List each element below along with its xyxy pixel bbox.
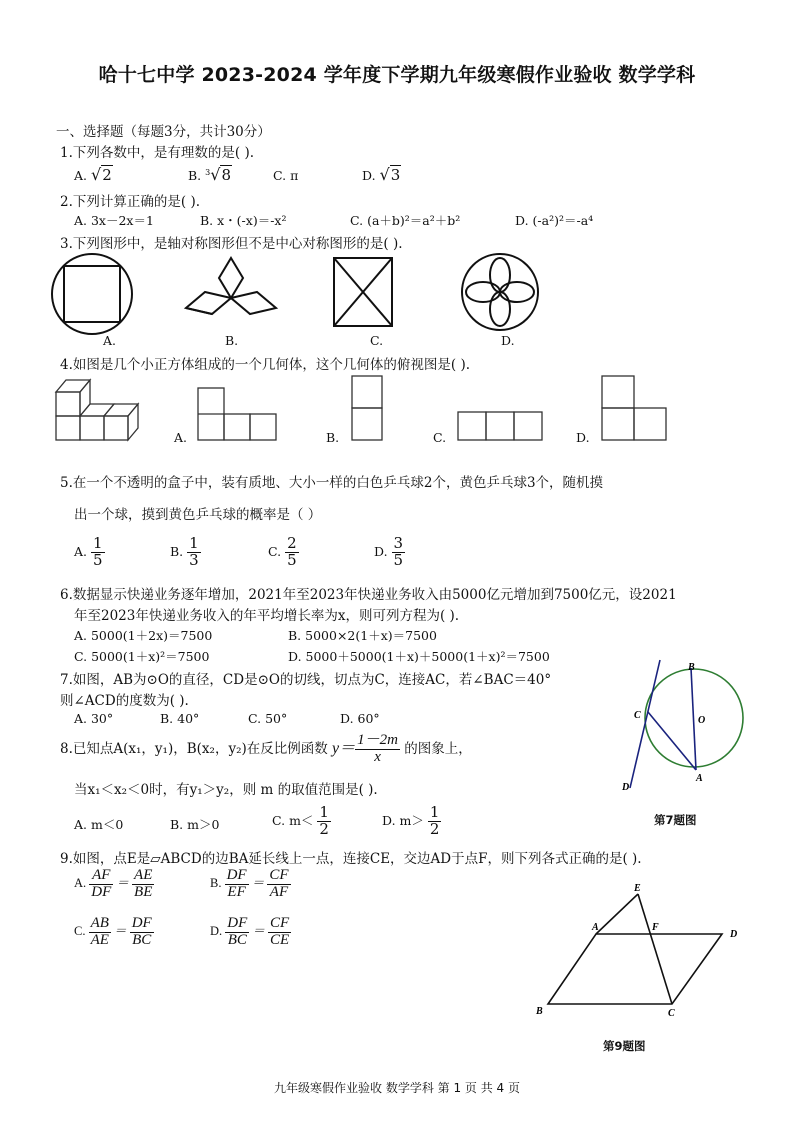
q1-option-a[interactable]: A. √2	[74, 165, 112, 184]
q9-parallelogram-abcd	[548, 934, 722, 1004]
q3-figure-b[interactable]	[186, 258, 276, 314]
fraction: $\frac{1}{2}$	[429, 803, 440, 838]
q2-option-c[interactable]: C. (a＋b)²＝a²＋b²	[350, 213, 461, 228]
q3-stem: 3.下列图形中，是轴对称图形但不是中心对称图形的是( ).	[60, 236, 403, 252]
q1-stem: 1.下列各数中，是有理数的是( ).	[60, 145, 254, 161]
q8-function-fraction: $\frac{1-2m}{x}$	[357, 732, 398, 765]
q9-option-c[interactable]: C. $\frac{AB}{AE}$ ＝ $\frac{DF}{BC}$	[74, 915, 152, 948]
page-title: 哈十七中学 2023-2024 学年度下学期九年级寒假作业验收 数学学科	[98, 64, 696, 86]
fraction: $\frac{DF}{BC}$	[131, 915, 152, 948]
q6-option-c[interactable]: C. 5000(1＋x)²＝7500	[74, 649, 210, 664]
q5-option-c[interactable]: C. $\frac{2}{5}$	[268, 534, 297, 569]
q9-stem: 9.如图，点E是▱ABCD的边BA延长线上一点，连接CE，交边AD于点F，则下列各式正确的是( ).	[60, 851, 642, 867]
q3-figures	[50, 252, 690, 336]
fraction: $\frac{1}{5}$	[93, 534, 103, 569]
q8-option-c[interactable]: C. m＜ $\frac{1}{2}$	[272, 803, 329, 838]
q8-option-a[interactable]: A. m＜0	[74, 817, 124, 832]
sqrt-symbol-icon: √	[91, 165, 102, 184]
sqrt-symbol-icon: √	[210, 165, 221, 184]
q2-option-a[interactable]: A. 3x－2x＝1	[74, 213, 154, 228]
q5-option-b[interactable]: B. $\frac{1}{3}$	[170, 534, 199, 569]
q7-point-b: B	[688, 662, 695, 673]
q1-option-b[interactable]: B. $^3$√8	[188, 165, 231, 184]
q7-line2: 则∠ACD的度数为( ).	[60, 693, 189, 709]
q4-option-b-figure[interactable]	[352, 376, 382, 440]
q3-label-c[interactable]: C.	[370, 333, 384, 348]
fraction: $\frac{AE}{BE}$	[134, 867, 153, 900]
page-footer: 九年级寒假作业验收 数学学科 第 1 页 共 4 页	[274, 1081, 520, 1095]
q7-figure	[616, 652, 756, 798]
fraction: $\frac{AB}{AE}$	[90, 915, 109, 948]
q9-figure	[532, 878, 752, 1028]
fraction: $\frac{DF}{EF}$	[226, 867, 247, 900]
q4-option-c-figure[interactable]	[458, 412, 542, 440]
q3-label-d[interactable]: D.	[501, 333, 515, 348]
q3-figure-c[interactable]	[334, 258, 392, 326]
q4-stem: 4.如图是几个小正方体组成的一个几何体，这个几何体的俯视图是( ).	[60, 357, 470, 373]
q2-option-d[interactable]: D. (-a²)²＝-a⁴	[515, 213, 594, 228]
q1-option-d[interactable]: D. √3	[362, 165, 401, 184]
q7-option-b[interactable]: B. 40°	[160, 711, 200, 726]
q5-option-a[interactable]: A. $\frac{1}{5}$	[74, 534, 103, 569]
q7-line1: 7.如图，AB为⊙O的直径，CD是⊙O的切线，切点为C，连接AC，若∠BAC＝40°	[60, 672, 552, 688]
q4-option-a-figure[interactable]	[198, 388, 276, 440]
q3-label-b[interactable]: B.	[225, 333, 239, 348]
q4-label-b[interactable]: B.	[326, 430, 340, 445]
q8-option-b[interactable]: B. m＞0	[170, 817, 220, 832]
q7-point-d: D	[622, 782, 630, 793]
q7-figure-caption: 第7题图	[654, 813, 697, 827]
fraction: $\frac{CF}{CE}$	[270, 915, 290, 948]
q7-tangent-cd	[630, 660, 660, 788]
q3-figure-a[interactable]	[52, 254, 132, 334]
q9-figure-caption: 第9题图	[603, 1039, 646, 1053]
q6-line1: 6.数据显示快递业务逐年增加，2021年至2023年快递业务收入由5000亿元增加到7500亿元，设2021	[60, 587, 677, 603]
fraction: $\frac{AF}{DF}$	[91, 867, 112, 900]
q7-point-o: O	[698, 715, 706, 726]
q2-option-b[interactable]: B. x・(-x)＝-x²	[200, 213, 287, 228]
q7-point-a: A	[696, 773, 703, 784]
q3-figure-d[interactable]	[462, 254, 538, 330]
sqrt-symbol-icon: √	[379, 165, 390, 184]
q9-segment-ec	[638, 894, 672, 1004]
q6-option-b[interactable]: B. 5000×2(1＋x)＝7500	[288, 628, 437, 643]
q4-option-d-figure[interactable]	[602, 376, 666, 440]
q8-option-d[interactable]: D. m＞ $\frac{1}{2}$	[382, 803, 440, 838]
q4-label-c[interactable]: C.	[433, 430, 447, 445]
fraction: $\frac{1}{3}$	[189, 534, 199, 569]
q9-option-a[interactable]: A. $\frac{AF}{DF}$ ＝ $\frac{AE}{BE}$	[74, 867, 153, 900]
q9-point-c: C	[668, 1008, 675, 1019]
q3-label-a[interactable]: A.	[103, 333, 117, 348]
q6-line2: 年至2023年快递业务收入的年平均增长率为x，则可列方程为( ).	[74, 608, 460, 624]
q4-solid-figure	[56, 380, 138, 440]
fraction: $\frac{1}{2}$	[319, 803, 329, 838]
fraction: $\frac{3}{5}$	[393, 534, 404, 569]
q2-stem: 2.下列计算正确的是( ).	[60, 194, 200, 210]
fraction: $\frac{DF}{BC}$	[227, 915, 248, 948]
q4-label-a[interactable]: A.	[174, 430, 188, 445]
section-heading: 一、选择题（每题3分，共计30分）	[56, 124, 271, 140]
fraction: $\frac{CF}{AF}$	[269, 867, 289, 900]
q7-option-c[interactable]: C. 50°	[248, 711, 288, 726]
q7-option-a[interactable]: A. 30°	[74, 711, 114, 726]
q7-option-d[interactable]: D. 60°	[340, 711, 380, 726]
q9-segment-ae	[596, 894, 638, 934]
q5-line2: 出一个球，摸到黄色乒乓球的概率是（ ）	[74, 507, 322, 523]
q9-option-b[interactable]: B. $\frac{DF}{EF}$ ＝ $\frac{CF}{AF}$	[210, 867, 289, 900]
fraction: $\frac{2}{5}$	[287, 534, 297, 569]
q9-point-b: B	[536, 1006, 543, 1017]
q1-option-c[interactable]: C. π	[273, 168, 299, 183]
q5-line1: 5.在一个不透明的盒子中，装有质地、大小一样的白色乒乓球2个，黄色乒乓球3个，随机摸	[60, 475, 604, 491]
q9-point-a: A	[592, 922, 599, 933]
q5-option-d[interactable]: D. $\frac{3}{5}$	[374, 534, 404, 569]
q7-point-c: C	[634, 710, 641, 721]
q9-option-d[interactable]: D. $\frac{DF}{BC}$ ＝ $\frac{CF}{CE}$	[210, 915, 290, 948]
q8-line2: 当x₁＜x₂＜0时，有y₁＞y₂，则 m 的取值范围是( ).	[74, 782, 378, 798]
q8-line1: 8.已知点A(x₁，y₁)，B(x₂，y₂)在反比例函数 y＝ $\frac{1-2m}{x}$ 的图象上，	[60, 732, 472, 765]
q6-option-d[interactable]: D. 5000＋5000(1＋x)＋5000(1＋x)²＝7500	[288, 649, 550, 664]
q9-point-d: D	[730, 929, 738, 940]
q9-point-f: F	[652, 922, 659, 933]
q9-point-e: E	[634, 883, 641, 894]
q7-diameter-ab	[691, 668, 696, 770]
q6-option-a[interactable]: A. 5000(1＋2x)＝7500	[74, 628, 213, 643]
q4-label-d[interactable]: D.	[576, 430, 590, 445]
